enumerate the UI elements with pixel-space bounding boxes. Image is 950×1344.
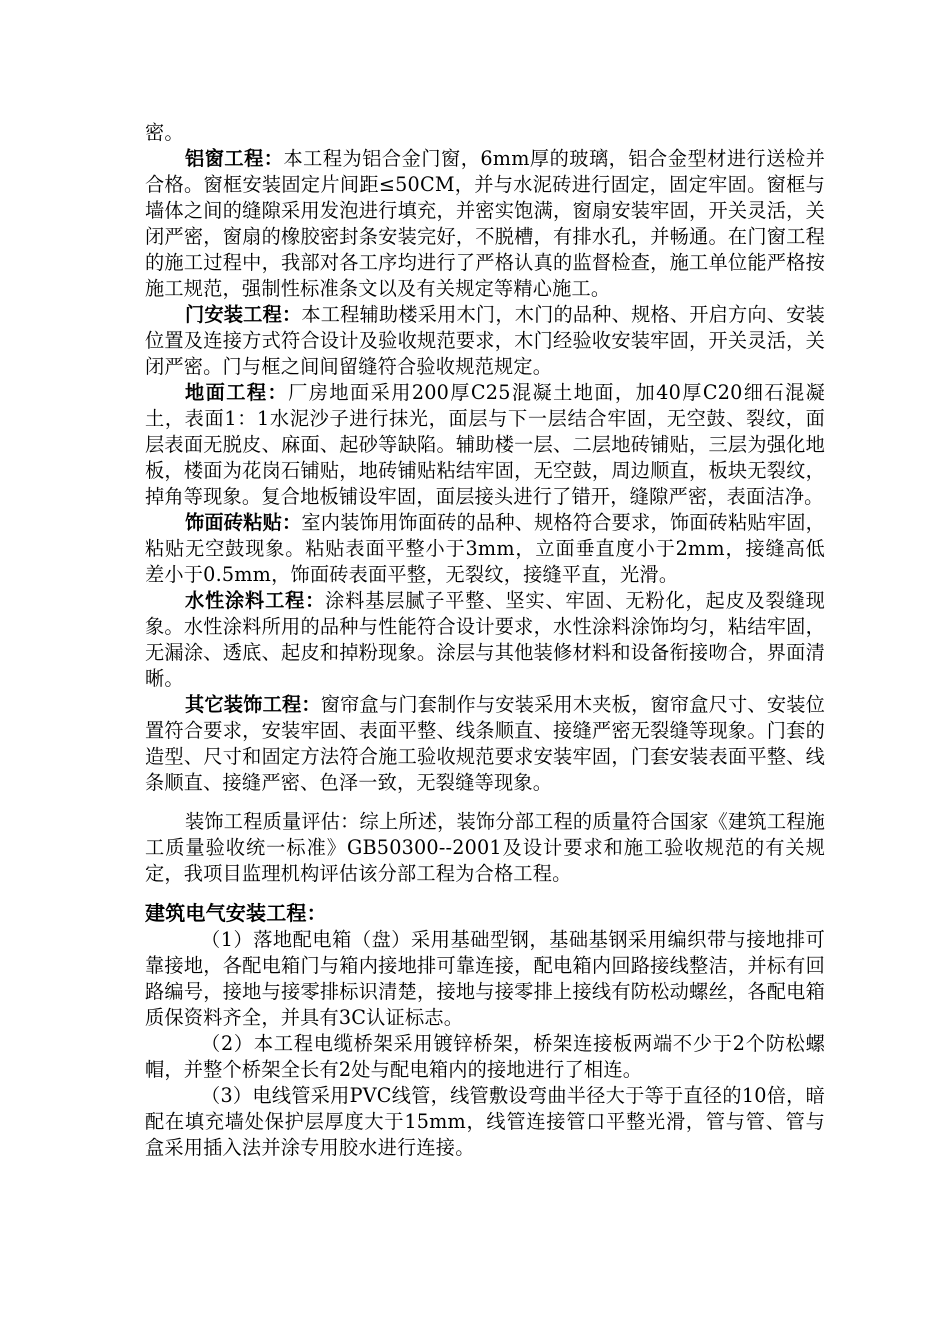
- section-title: 建筑电气安装工程：: [145, 901, 327, 925]
- paragraph-text: 涂料基层腻子平整、坚实、牢固、无粉化，起皮及裂缝现象。水性涂料所用的品种与性能符合设计要求，水性涂料涂饰均匀，粘结牢固，无漏涂、透底、起皮和掉粉现象。涂层与其他装修材料和设备衔接吻合，界面清晰。: [145, 589, 825, 690]
- paragraph-text: 窗帘盒与门套制作与安装采用木夹板，窗帘盒尺寸、安装位置符合要求，安装牢固、表面平整、线条顺直、接缝严密无裂缝等现象。门套的造型、尺寸和固定方法符合施工验收规范要求安装牢固，门套安装表面平整、线条顺直、接缝严密、色泽一致，无裂缝等现象。: [145, 693, 825, 794]
- document-page: [145, 120, 825, 1161]
- paragraph-quality-assessment: 装饰工程质量评估：综上所述，装饰分部工程的质量符合国家《建筑工程施工质量验收统一标准》GB50300--2001及设计要求和施工验收规范的有关规定，我项目监理机构评估该分部工程为合格工程。: [145, 810, 825, 885]
- paragraph-other-decoration: [145, 692, 825, 796]
- list-item: （1）落地配电箱（盘）采用基础型钢，基础基钢采用编织带与接地排可靠接地，各配电箱门与箱内接地排可靠连接，配电箱内回路接线整洁，并标有回路编号，接地与接零排标识清楚，接地与接零排上接线有防松动螺丝，各配电箱质保资料齐全，并具有3C认证标志。: [145, 928, 825, 1029]
- paragraph-tile-facing: [145, 510, 825, 588]
- paragraph-text: 密。: [145, 121, 184, 144]
- paragraph-heading: 铝窗工程：: [185, 147, 284, 170]
- paragraph-aluminum-window: [145, 146, 825, 302]
- paragraph-heading: 水性涂料工程：: [185, 589, 326, 612]
- paragraph-door-installation: [145, 302, 825, 380]
- list-item: （3）电线管采用PVC线管，线管敷设弯曲半径大于等于直径的10倍，暗配在填充墙处保护层厚度大于15mm，线管连接管口平整光滑，管与管、管与盒采用插入法并涂专用胶水进行连接。: [145, 1084, 825, 1159]
- paragraph-heading: 地面工程：: [185, 381, 289, 404]
- paragraph-heading: 门安装工程：: [185, 303, 302, 326]
- paragraph-heading: 其它装饰工程：: [185, 693, 321, 716]
- paragraph-continuation: [145, 120, 825, 146]
- list-item: （2）本工程电缆桥架采用镀锌桥架，桥架连接板两端不少于2个防松螺帽，并整个桥架全长有2处与配电箱内的接地进行了相连。: [145, 1032, 825, 1081]
- paragraph-floor-works: [145, 380, 825, 510]
- paragraph-text: 本工程辅助楼采用木门，木门的品种、规格、开启方向、安装位置及连接方式符合设计及验收规范要求，木门经验收安装牢固，开关灵活，关闭严密。门与框之间间留缝符合验收规范规定。: [145, 303, 826, 378]
- paragraph-water-paint: [145, 588, 825, 692]
- paragraph-text: 室内装饰用饰面砖的品种、规格符合要求，饰面砖粘贴牢固，粘贴无空鼓现象。粘贴表面平整小于3mm，立面垂直度小于2mm，接缝高低差小于0.5mm，饰面砖表面平整，无裂纹，接缝平直，光滑。: [145, 511, 826, 586]
- paragraph-text: 厂房地面采用200厚C25混凝土地面，加40厚C20细石混凝土，表面1：1水泥沙子进行抹光，面层与下一层结合牢固，无空鼓、裂纹，面层表面无脱皮、麻面、起砂等缺陷。辅助楼一层、二层地砖铺贴，三层为强化地板，楼面为花岗石铺贴，地砖铺贴粘结牢固，无空鼓，周边顺直，板块无裂纹，掉角等现象。复合地板铺设牢固，面层接头进行了错开，缝隙严密，表面洁净。: [145, 381, 826, 508]
- paragraph-heading: 饰面砖粘贴：: [185, 511, 302, 534]
- paragraph-text: 本工程为铝合金门窗，6mm厚的玻璃，铝合金型材进行送检并合格。窗框安装固定片间距≤50CM，并与水泥砖进行固定，固定牢固。窗框与墙体之间的缝隙采用发泡进行填充，并密实饱满，窗扇安装牢固，开关灵活，关闭严密，窗扇的橡胶密封条安装完好，不脱槽，有排水孔，并畅通。在门窗工程的施工过程中，我部对各工序均进行了严格认真的监督检查，施工单位能严格按施工规范，强制性标准条文以及有关规定等精心施工。: [145, 147, 825, 300]
